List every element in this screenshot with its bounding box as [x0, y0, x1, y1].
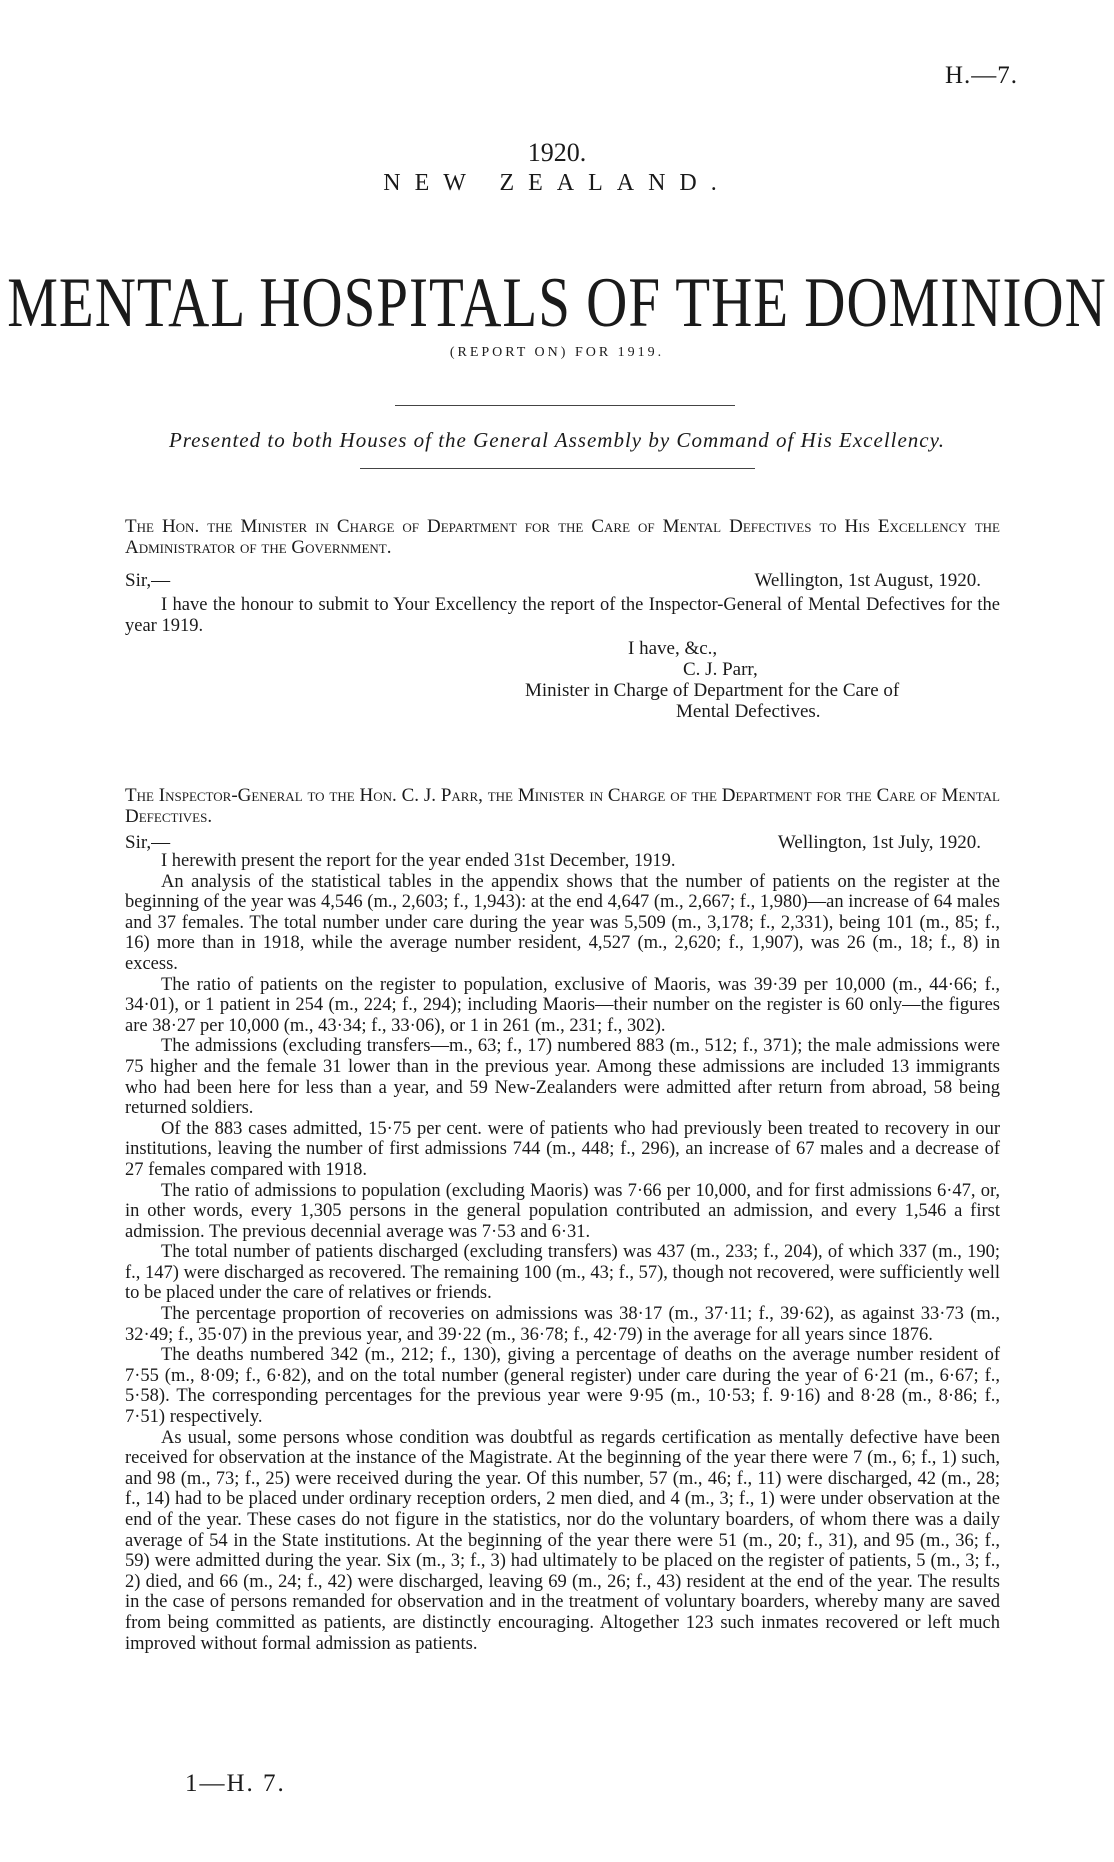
report-year: 1920.	[527, 138, 587, 167]
paragraph: An analysis of the statistical tables in the appendix shows that the number of patients on the register at the beginning of the year was 4,546 (m., 2,603; f., 1,943): at the end 4,647 (m., 2,667; f., 1,980)—an increase of 64 males and 37 females. The total number under care during the year was 5,509 (m., 3,178; f., 2,331), being 101 (m., 85; f., 16) more than in 1918, while the average number resident, 4,527 (m., 2,620; f., 1,907), was 26 (m., 18; f., 8) in excess.	[125, 871, 1000, 974]
letter1-signatory: C. J. Parr,	[683, 659, 758, 680]
paragraph: As usual, some persons whose condition was doubtful as regards certification as mentally defective have been received for observation at the instance of the Magistrate. At the beginning of the year there were 7 (m., 6; f., 1) such, and 98 (m., 73; f., 25) were received during the year. Of this number, 57 (m., 46; f., 11) were discharged, 42 (m., 28; f., 14) had to be placed under ordinary reception orders, 2 men died, and 4 (m., 3; f., 1) were under observation at the end of the year. These cases do not figure in the statistics, nor do the voluntary boarders, of whom there was a daily average of 54 in the State institutions. At the beginning of the year there were 51 (m., 20; f., 31), and 95 (m., 36; f., 59) were admitted during the year. Six (m., 3; f., 3) had ultimately to be placed on the register of patients, 5 (m., 3; f., 2) died, and 66 (m., 24; f., 42) were discharged, leaving 69 (m., 26; f., 43) resident at the end of the year. The results in the case of persons remanded for observation and in the treatment of voluntary boarders, whereby many are saved from being committed as patients, are distinctly encouraging. Altogether 123 such inmates recovered or left much improved without formal admission as patients.	[125, 1427, 1000, 1654]
letter2-salutation: Sir,—	[125, 832, 171, 853]
paragraph: The ratio of admissions to population (excluding Maoris) was 7·66 per 10,000, and for first admissions 6·47, or, in other words, every 1,305 persons in the general population contributed an admission, and every 1,546 a first admission. The previous decennial average was 7·53 and 6·31.	[125, 1180, 1000, 1242]
letter1-addressee: The Hon. the Minister in Charge of Department for the Care of Mental Defectives to His Excellency the Administrator of the Government.	[125, 516, 1000, 558]
letter2-body	[125, 851, 1000, 1654]
letter1-place-date: Wellington, 1st August, 1920.	[754, 570, 981, 591]
paragraph: I herewith present the report for the year ended 31st December, 1919.	[161, 851, 676, 871]
letter1-position-line2: Mental Defectives.	[676, 701, 821, 722]
paragraph: The percentage proportion of recoveries on admissions was 38·17 (m., 37·11; f., 39·62), as against 33·73 (m., 32·49; f., 35·07) in the previous year, and 39·22 (m., 36·78; f., 42·79) in the average for all years since 1876.	[125, 1304, 1000, 1345]
page-signature-mark: 1—H. 7.	[185, 1770, 286, 1797]
letter1-body: I have the honour to submit to Your Excellency the report of the Inspector-General of Mental Defectives for the year 1919.	[125, 595, 1000, 636]
paragraph: Of the 883 cases admitted, 15·75 per cent. were of patients who had previously been treated to recovery in our institutions, leaving the number of first admissions 744 (m., 448; f., 296), an increase of 67 males and a decrease of 27 females compared with 1918.	[125, 1118, 1000, 1180]
letter2-addressee: The Inspector-General to the Hon. C. J. Parr, the Minister in Charge of the Department for the Care of Mental Defectives.	[125, 785, 1000, 827]
report-title: MENTAL HOSPITALS OF THE DOMINION	[7, 263, 1107, 342]
document-code: H.—7.	[944, 62, 1018, 89]
letter2-place-date: Wellington, 1st July, 1920.	[777, 832, 981, 853]
paragraph: The ratio of patients on the register to population, exclusive of Maoris, was 39·39 per 10,000 (m., 44·66; f., 34·01), or 1 patient in 254 (m., 224; f., 294); including Maoris—their number on the register is 60 only—the figures are 38·27 per 10,000 (m., 43·34; f., 33·06), or 1 in 261 (m., 231; f., 302).	[125, 974, 1000, 1036]
paragraph: The admissions (excluding transfers—m., 63; f., 17) numbered 883 (m., 512; f., 371); the male admissions were 75 higher and the female 31 lower than in the previous year. Among these admissions are included 13 immigrants who had been here for less than a year, and 59 New-Zealanders were admitted after return from abroad, 58 being returned soldiers.	[125, 1036, 1000, 1119]
divider	[395, 405, 735, 406]
report-subtitle: (REPORT ON) FOR 1919.	[449, 345, 665, 360]
letter1-closing: I have, &c.,	[628, 638, 718, 659]
paragraph: The deaths numbered 342 (m., 212; f., 130), giving a percentage of deaths on the average number resident of 7·55 (m., 8·09; f., 6·82), and on the total number (general register) under care during the year of 6·21 (m., 6·67; f., 5·58). The corresponding percentages for the previous year were 9·95 (m., 10·53; f. 9·16) and 8·28 (m., 8·86; f., 7·51) respectively.	[125, 1345, 1000, 1428]
letter1-salutation: Sir,—	[125, 570, 171, 591]
paragraph: The total number of patients discharged (excluding transfers) was 437 (m., 233; f., 204), of which 337 (m., 190; f., 147) were discharged as recovered. The remaining 100 (m., 43; f., 57), though not recovered, were sufficiently well to be placed under the care of relatives or friends.	[125, 1242, 1000, 1304]
divider	[360, 468, 755, 469]
country-heading: NEW ZEALAND.	[383, 170, 731, 196]
letter1-position-line1: Minister in Charge of Department for the Care of	[525, 680, 900, 701]
presentation-note: Presented to both Houses of the General Assembly by Command of His Excellency.	[168, 428, 946, 452]
